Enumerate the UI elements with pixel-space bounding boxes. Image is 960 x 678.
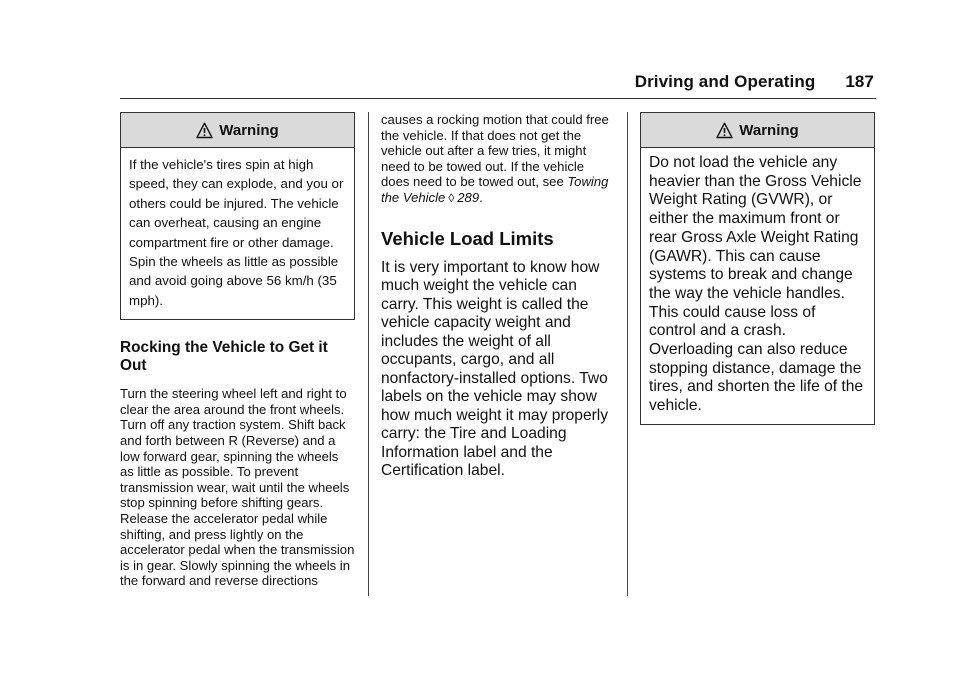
body-paragraph-rocking: Turn the steering wheel left and right to clear the area around the front wheels. Turn off any traction system. Shift back and forth between R (Reverse) and a low forward gear, spinning the wheels as little as possible. To prevent transmission wear, wait until the wheels stop spinning before shifting gears. Release the accelerator pedal while shifting, and press lightly on the accelerator pedal when the transmission is in gear. Slowly spinning the wheels in the forward and reverse directions: [120, 386, 355, 589]
body-paragraph-load-limits: It is very important to know how much weight the vehicle can carry. This weight is called the vehicle capacity weight and includes the weight of all occupants, cargo, and all nonfactory-installed options. Two labels on the vehicle may show how much weight it may properly carry: the Tire and Loading Information label and the Certification label.: [381, 258, 609, 480]
warning-box-tire-spin: [120, 112, 355, 320]
page-number: 187: [845, 72, 874, 91]
column-divider-left: [368, 112, 369, 596]
page-ref-number[interactable]: 289: [457, 189, 480, 205]
column-middle: [381, 112, 610, 481]
warning-triangle-icon: [196, 122, 213, 139]
warning-header: [641, 113, 874, 148]
warning-triangle-icon: [716, 122, 733, 139]
towing-link[interactable]: Towing the Vehicle: [381, 174, 609, 205]
header-rule: [120, 98, 876, 99]
page-ref-icon: ◊: [448, 190, 455, 205]
page-header: [635, 72, 874, 92]
column-right: [640, 112, 875, 425]
warning-title: Warning: [219, 121, 279, 139]
body-paragraph-continued: [381, 112, 610, 207]
subsection-heading: Rocking the Vehicle to Get it Out: [120, 339, 328, 375]
column-divider-right: [627, 112, 628, 596]
warning-box-overload: [640, 112, 875, 425]
warning-text: Do not load the vehicle any heavier than the Gross Vehicle Weight Rating (GVWR), or either the maximum front or rear Gross Axle Weight Rating (GAWR). This can cause systems to break and change the way the vehicle handles. This could cause loss of control and a crash. Overloading can also reduce stopping distance, damage the tires, and shorten the life of the vehicle.: [649, 154, 864, 415]
warning-text: If the vehicle's tires spin at high speed, they can explode, and you or others could be injured. The vehicle can overheat, causing an engine compartment fire or other damage. Spin the wheels as little as possible and avoid going above 56 km/h (35 mph).: [129, 157, 344, 308]
column-left: [120, 112, 355, 589]
warning-header: [121, 113, 354, 148]
section-heading: Vehicle Load Limits: [381, 227, 554, 249]
sentence-end: .: [479, 189, 483, 205]
section-title: Driving and Operating: [634, 72, 816, 91]
warning-title: Warning: [739, 121, 799, 139]
continued-text: causes a rocking motion that could free the vehicle. If that does not get the vehicle out after a few tries, it might need to be towed out. If the vehicle does need to be towed out, see: [381, 112, 609, 190]
